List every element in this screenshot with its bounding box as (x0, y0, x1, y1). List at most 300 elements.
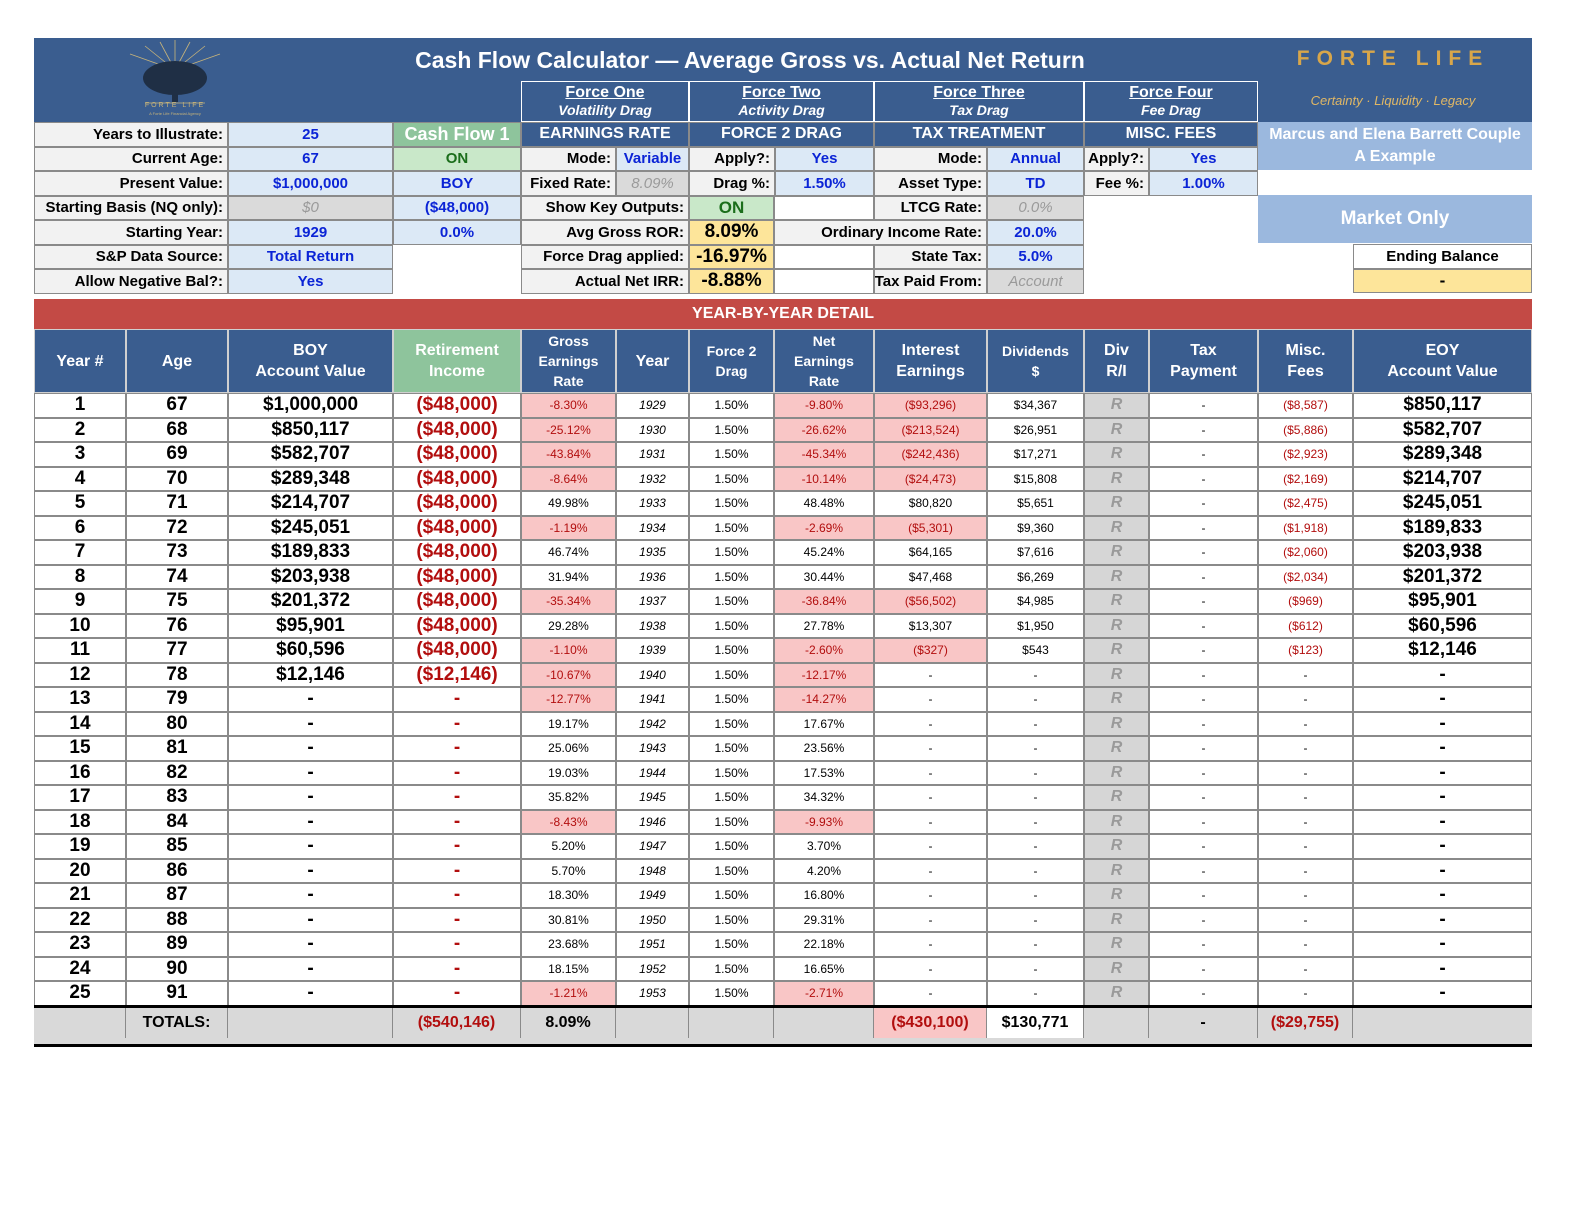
cell-tax-payment: - (1149, 761, 1258, 786)
cell-age: 69 (126, 442, 228, 467)
cell-interest: $13,307 (874, 614, 987, 639)
cell-year-number: 23 (34, 932, 126, 957)
totals-tax: - (1149, 1008, 1258, 1038)
cell-div-ri: R (1084, 761, 1149, 786)
totals-gross-rate: 8.09% (521, 1008, 616, 1038)
cell-boy-value: $203,938 (228, 565, 393, 590)
cell-tax-payment: - (1149, 442, 1258, 467)
asset-type-label: Asset Type: (874, 171, 987, 196)
totals-label: TOTALS: (126, 1008, 228, 1038)
cell-boy-value: - (228, 932, 393, 957)
cell-retirement-income: - (393, 981, 521, 1006)
cell-boy-value: - (228, 687, 393, 712)
cell-tax-payment: - (1149, 589, 1258, 614)
cell-gross-rate: -25.12% (521, 418, 616, 443)
force-four-title: Force Four (1129, 84, 1213, 101)
cell-boy-value: $582,707 (228, 442, 393, 467)
cell-eoy-value: - (1353, 908, 1532, 933)
table-row (34, 442, 1532, 467)
cell-net-rate: 16.65% (774, 957, 874, 982)
col-net-rate: Net Earnings Rate (774, 329, 874, 393)
cell-year: 1929 (616, 393, 689, 418)
cell-year-number: 25 (34, 981, 126, 1006)
cell-tax-payment: - (1149, 883, 1258, 908)
force-one-subtitle: Volatility Drag (558, 102, 652, 118)
tax-mode-select[interactable]: Annual (987, 147, 1084, 172)
force-drag-label: Force Drag applied: (521, 245, 689, 270)
ending-balance-value: - (1353, 269, 1532, 293)
years-label: Years to Illustrate: (34, 122, 228, 147)
cell-div-ri: R (1084, 638, 1149, 663)
cell-misc-fees: - (1258, 663, 1353, 688)
cell-year: 1942 (616, 712, 689, 737)
table-row (34, 614, 1532, 639)
cell-boy-value: - (228, 810, 393, 835)
cell-interest: ($327) (874, 638, 987, 663)
logo-wordmark: FORTE LIFE (144, 102, 206, 109)
cell-retirement-income: - (393, 687, 521, 712)
cell-tax-payment: - (1149, 638, 1258, 663)
cell-misc-fees: ($123) (1258, 638, 1353, 663)
totals-blank (616, 1008, 689, 1038)
cell-year-number: 13 (34, 687, 126, 712)
totals-blank (34, 1008, 126, 1038)
cell-force2-drag: 1.50% (689, 932, 774, 957)
cell-age: 81 (126, 736, 228, 761)
cell-net-rate: 30.44% (774, 565, 874, 590)
table-row (34, 908, 1532, 933)
cell-force2-drag: 1.50% (689, 589, 774, 614)
table-row (34, 663, 1532, 688)
cell-tax-payment: - (1149, 540, 1258, 565)
cell-gross-rate: 19.03% (521, 761, 616, 786)
col-dividends: Dividends $ (987, 329, 1084, 393)
force-two-subtitle: Activity Drag (738, 102, 825, 118)
cell-misc-fees: - (1258, 687, 1353, 712)
cell-eoy-value: $289,348 (1353, 442, 1532, 467)
cell-gross-rate: 5.70% (521, 859, 616, 884)
cell-dividends: - (987, 908, 1084, 933)
force-drag-value: -16.97% (689, 245, 774, 270)
cell-div-ri: R (1084, 883, 1149, 908)
cell-misc-fees: - (1258, 712, 1353, 737)
state-tax-input[interactable]: 5.0% (987, 245, 1084, 270)
cell-misc-fees: ($2,475) (1258, 491, 1353, 516)
fixed-rate-label: Fixed Rate: (521, 171, 616, 196)
cell-year-number: 8 (34, 565, 126, 590)
cell-misc-fees: - (1258, 932, 1353, 957)
cell-eoy-value: - (1353, 883, 1532, 908)
table-row (34, 418, 1532, 443)
cell-year: 1939 (616, 638, 689, 663)
cash-flow-amount[interactable]: ($48,000) (393, 196, 521, 221)
cell-age: 85 (126, 834, 228, 859)
blank-cell (774, 269, 874, 294)
cell-tax-payment: - (1149, 736, 1258, 761)
cell-year: 1930 (616, 418, 689, 443)
cell-gross-rate: 25.06% (521, 736, 616, 761)
cell-force2-drag: 1.50% (689, 418, 774, 443)
table-row (34, 932, 1532, 957)
cell-tax-payment: - (1149, 810, 1258, 835)
cell-year: 1949 (616, 883, 689, 908)
basis-input[interactable]: $0 (228, 196, 393, 221)
blank-cell (774, 196, 874, 221)
cell-net-rate: 29.31% (774, 908, 874, 933)
cell-net-rate: 3.70% (774, 834, 874, 859)
cell-net-rate: -26.62% (774, 418, 874, 443)
cell-age: 80 (126, 712, 228, 737)
cell-gross-rate: -8.30% (521, 393, 616, 418)
cell-retirement-income: ($48,000) (393, 442, 521, 467)
totals-fees: ($29,755) (1258, 1008, 1353, 1038)
cell-retirement-income: - (393, 957, 521, 982)
cell-gross-rate: 46.74% (521, 540, 616, 565)
cell-gross-rate: 31.94% (521, 565, 616, 590)
cell-div-ri: R (1084, 859, 1149, 884)
cell-year: 1932 (616, 467, 689, 492)
earnings-rate-header: EARNINGS RATE (521, 122, 689, 147)
cell-misc-fees: ($2,060) (1258, 540, 1353, 565)
cell-div-ri: R (1084, 565, 1149, 590)
cash-flow-status[interactable]: ON (393, 147, 521, 172)
ltcg-rate-input[interactable]: 0.0% (987, 196, 1084, 221)
table-row (34, 859, 1532, 884)
present-value-label: Present Value: (34, 171, 228, 196)
cell-eoy-value: - (1353, 859, 1532, 884)
cell-year: 1933 (616, 491, 689, 516)
cell-force2-drag: 1.50% (689, 565, 774, 590)
cell-eoy-value: - (1353, 663, 1532, 688)
cell-year: 1940 (616, 663, 689, 688)
cell-age: 67 (126, 393, 228, 418)
misc-fees-header: MISC. FEES (1084, 122, 1258, 147)
ending-balance-label: Ending Balance (1353, 244, 1532, 269)
cell-div-ri: R (1084, 736, 1149, 761)
cell-net-rate: -2.69% (774, 516, 874, 541)
cell-boy-value: - (228, 957, 393, 982)
age-input[interactable]: 67 (228, 147, 393, 172)
cell-gross-rate: -8.43% (521, 810, 616, 835)
cell-div-ri: R (1084, 957, 1149, 982)
cell-age: 73 (126, 540, 228, 565)
cell-div-ri: R (1084, 418, 1149, 443)
cell-dividends: $34,367 (987, 393, 1084, 418)
table-row (34, 540, 1532, 565)
force-three-title: Force Three (933, 84, 1025, 101)
cell-boy-value: $289,348 (228, 467, 393, 492)
cell-tax-payment: - (1149, 491, 1258, 516)
force-two-drag-input[interactable]: 1.50% (775, 171, 874, 196)
cell-boy-value: - (228, 883, 393, 908)
cell-age: 70 (126, 467, 228, 492)
net-irr-label: Actual Net IRR: (521, 269, 689, 294)
cell-eoy-value: - (1353, 932, 1532, 957)
logo-subtext: A Forte Life Financial Agency (149, 111, 201, 116)
force-two-drag-header: FORCE 2 DRAG (689, 122, 874, 147)
cell-gross-rate: 18.30% (521, 883, 616, 908)
cell-boy-value: - (228, 712, 393, 737)
cell-misc-fees: ($2,923) (1258, 442, 1353, 467)
cell-gross-rate: 18.15% (521, 957, 616, 982)
cell-gross-rate: 19.17% (521, 712, 616, 737)
cell-tax-payment: - (1149, 418, 1258, 443)
cell-eoy-value: $214,707 (1353, 467, 1532, 492)
cell-net-rate: 27.78% (774, 614, 874, 639)
cell-force2-drag: 1.50% (689, 614, 774, 639)
cell-net-rate: -9.80% (774, 393, 874, 418)
cell-div-ri: R (1084, 442, 1149, 467)
cell-age: 87 (126, 883, 228, 908)
blank-cell (774, 245, 874, 270)
cell-year: 1944 (616, 761, 689, 786)
basis-label: Starting Basis (NQ only): (34, 196, 228, 221)
cell-retirement-income: - (393, 883, 521, 908)
table-row (34, 712, 1532, 737)
cell-age: 90 (126, 957, 228, 982)
cell-year: 1936 (616, 565, 689, 590)
cell-retirement-income: ($48,000) (393, 638, 521, 663)
cell-net-rate: -10.14% (774, 467, 874, 492)
cell-year-number: 18 (34, 810, 126, 835)
cell-interest: - (874, 663, 987, 688)
cell-eoy-value: $203,938 (1353, 540, 1532, 565)
cell-retirement-income: - (393, 859, 521, 884)
earnings-mode-label: Mode: (521, 147, 616, 172)
cell-tax-payment: - (1149, 663, 1258, 688)
cell-dividends: - (987, 859, 1084, 884)
earnings-mode-select[interactable]: Variable (616, 147, 689, 172)
cell-year: 1950 (616, 908, 689, 933)
cash-flow-growth[interactable]: 0.0% (393, 220, 521, 245)
cell-dividends: - (987, 712, 1084, 737)
cell-gross-rate: -1.21% (521, 981, 616, 1006)
cell-net-rate: -9.93% (774, 810, 874, 835)
cell-interest: - (874, 981, 987, 1006)
cell-tax-payment: - (1149, 908, 1258, 933)
cell-age: 82 (126, 761, 228, 786)
cell-interest: - (874, 957, 987, 982)
cell-dividends: - (987, 687, 1084, 712)
cell-misc-fees: ($969) (1258, 589, 1353, 614)
cell-eoy-value: $189,833 (1353, 516, 1532, 541)
totals-dividends: $130,771 (987, 1008, 1084, 1038)
cell-age: 86 (126, 859, 228, 884)
table-row (34, 834, 1532, 859)
cell-interest: - (874, 687, 987, 712)
cell-retirement-income: - (393, 736, 521, 761)
cell-boy-value: $60,596 (228, 638, 393, 663)
cell-tax-payment: - (1149, 785, 1258, 810)
table-row (34, 467, 1532, 492)
cell-dividends: $5,651 (987, 491, 1084, 516)
avg-gross-ror-label: Avg Gross ROR: (521, 220, 689, 245)
cell-retirement-income: - (393, 932, 521, 957)
cell-boy-value: $189,833 (228, 540, 393, 565)
present-value-input[interactable]: $1,000,000 (228, 171, 393, 196)
force-three-subtitle: Tax Drag (949, 102, 1009, 118)
client-case: A Example (1354, 148, 1436, 165)
cell-interest: - (874, 908, 987, 933)
cell-div-ri: R (1084, 516, 1149, 541)
cell-interest: $47,468 (874, 565, 987, 590)
cell-div-ri: R (1084, 981, 1149, 1006)
cell-retirement-income: ($48,000) (393, 614, 521, 639)
cell-div-ri: R (1084, 810, 1149, 835)
cash-flow-timing[interactable]: BOY (393, 171, 521, 196)
cell-boy-value: - (228, 736, 393, 761)
cell-dividends: - (987, 981, 1084, 1006)
cell-dividends: $9,360 (987, 516, 1084, 541)
cell-dividends: $4,985 (987, 589, 1084, 614)
cell-gross-rate: 29.28% (521, 614, 616, 639)
cell-misc-fees: - (1258, 834, 1353, 859)
year-by-year-table (34, 393, 1532, 1006)
force-four-subtitle: Fee Drag (1141, 102, 1201, 118)
start-year-input[interactable]: 1929 (228, 220, 393, 245)
cell-boy-value: - (228, 981, 393, 1006)
client-name-box (1258, 122, 1532, 170)
cell-tax-payment: - (1149, 981, 1258, 1006)
cell-eoy-value: - (1353, 957, 1532, 982)
cell-gross-rate: 5.20% (521, 834, 616, 859)
cell-force2-drag: 1.50% (689, 393, 774, 418)
cell-misc-fees: - (1258, 761, 1353, 786)
cell-retirement-income: ($48,000) (393, 589, 521, 614)
cell-retirement-income: ($48,000) (393, 491, 521, 516)
cell-tax-payment: - (1149, 565, 1258, 590)
force-four-header (1084, 81, 1258, 122)
cell-year-number: 11 (34, 638, 126, 663)
cell-dividends: - (987, 785, 1084, 810)
totals-blank (1084, 1008, 1149, 1038)
cell-force2-drag: 1.50% (689, 516, 774, 541)
show-key-outputs-toggle[interactable]: ON (689, 196, 774, 221)
cell-age: 88 (126, 908, 228, 933)
client-name: Marcus and Elena Barrett Couple (1269, 126, 1521, 143)
cell-div-ri: R (1084, 908, 1149, 933)
cell-misc-fees: ($612) (1258, 614, 1353, 639)
ordinary-income-rate-label: Ordinary Income Rate: (774, 220, 987, 245)
cell-year-number: 19 (34, 834, 126, 859)
cell-dividends: - (987, 932, 1084, 957)
cell-age: 89 (126, 932, 228, 957)
totals-income: ($540,146) (393, 1008, 521, 1038)
cell-age: 78 (126, 663, 228, 688)
cell-force2-drag: 1.50% (689, 883, 774, 908)
cell-eoy-value: - (1353, 810, 1532, 835)
tax-paid-from-select[interactable]: Account (987, 269, 1084, 294)
sp-source-select[interactable]: Total Return (228, 245, 393, 270)
cell-year: 1937 (616, 589, 689, 614)
cell-gross-rate: -12.77% (521, 687, 616, 712)
cell-dividends: - (987, 957, 1084, 982)
totals-blank (774, 1008, 874, 1038)
ordinary-income-rate-input[interactable]: 20.0% (987, 220, 1084, 245)
table-row (34, 810, 1532, 835)
cell-net-rate: -14.27% (774, 687, 874, 712)
force-two-title: Force Two (742, 84, 821, 101)
cell-net-rate: 48.48% (774, 491, 874, 516)
cell-force2-drag: 1.50% (689, 810, 774, 835)
cell-dividends: - (987, 834, 1084, 859)
cell-net-rate: 17.67% (774, 712, 874, 737)
cell-year: 1952 (616, 957, 689, 982)
force-two-header (689, 81, 874, 122)
fee-percent-input[interactable]: 1.00% (1149, 171, 1258, 196)
tax-treatment-header: TAX TREATMENT (874, 122, 1084, 147)
cell-eoy-value: $582,707 (1353, 418, 1532, 443)
cell-year: 1948 (616, 859, 689, 884)
cell-div-ri: R (1084, 540, 1149, 565)
cell-interest: ($56,502) (874, 589, 987, 614)
cell-eoy-value: - (1353, 761, 1532, 786)
cell-force2-drag: 1.50% (689, 663, 774, 688)
cell-force2-drag: 1.50% (689, 908, 774, 933)
forte-life-logo (100, 40, 250, 120)
cell-gross-rate: -8.64% (521, 467, 616, 492)
cell-boy-value: - (228, 908, 393, 933)
cell-interest: - (874, 834, 987, 859)
cell-misc-fees: ($2,034) (1258, 565, 1353, 590)
cell-dividends: $7,616 (987, 540, 1084, 565)
cell-div-ri: R (1084, 663, 1149, 688)
col-retirement-income: Retirement Income (393, 329, 521, 393)
cell-net-rate: -12.17% (774, 663, 874, 688)
table-row (34, 589, 1532, 614)
cell-age: 84 (126, 810, 228, 835)
cell-net-rate: 22.18% (774, 932, 874, 957)
table-row (34, 785, 1532, 810)
years-input[interactable]: 25 (228, 122, 393, 147)
cell-retirement-income: - (393, 908, 521, 933)
cell-eoy-value: $12,146 (1353, 638, 1532, 663)
force-two-apply-select[interactable]: Yes (775, 147, 874, 172)
totals-interest: ($430,100) (874, 1008, 987, 1038)
cell-div-ri: R (1084, 932, 1149, 957)
brand-tagline: Certainty · Liquidity · Legacy (1310, 92, 1476, 108)
cell-boy-value: - (228, 834, 393, 859)
cell-year: 1951 (616, 932, 689, 957)
col-year: Year (616, 329, 689, 393)
cell-age: 76 (126, 614, 228, 639)
cell-gross-rate: -43.84% (521, 442, 616, 467)
fixed-rate-input[interactable]: 8.09% (616, 171, 689, 196)
cell-gross-rate: 49.98% (521, 491, 616, 516)
cell-net-rate: 4.20% (774, 859, 874, 884)
cell-year-number: 20 (34, 859, 126, 884)
cell-force2-drag: 1.50% (689, 981, 774, 1006)
negative-balance-select[interactable]: Yes (228, 269, 393, 294)
fees-apply-select[interactable]: Yes (1149, 147, 1258, 172)
cell-tax-payment: - (1149, 932, 1258, 957)
cell-interest: - (874, 883, 987, 908)
cell-year-number: 24 (34, 957, 126, 982)
cell-age: 79 (126, 687, 228, 712)
cell-eoy-value: - (1353, 712, 1532, 737)
cell-age: 72 (126, 516, 228, 541)
asset-type-select[interactable]: TD (987, 171, 1084, 196)
cell-boy-value: $95,901 (228, 614, 393, 639)
cell-year-number: 7 (34, 540, 126, 565)
table-row (34, 957, 1532, 982)
cell-force2-drag: 1.50% (689, 687, 774, 712)
cell-year-number: 9 (34, 589, 126, 614)
cell-dividends: - (987, 663, 1084, 688)
cell-misc-fees: - (1258, 859, 1353, 884)
cell-gross-rate: 30.81% (521, 908, 616, 933)
cell-misc-fees: - (1258, 908, 1353, 933)
